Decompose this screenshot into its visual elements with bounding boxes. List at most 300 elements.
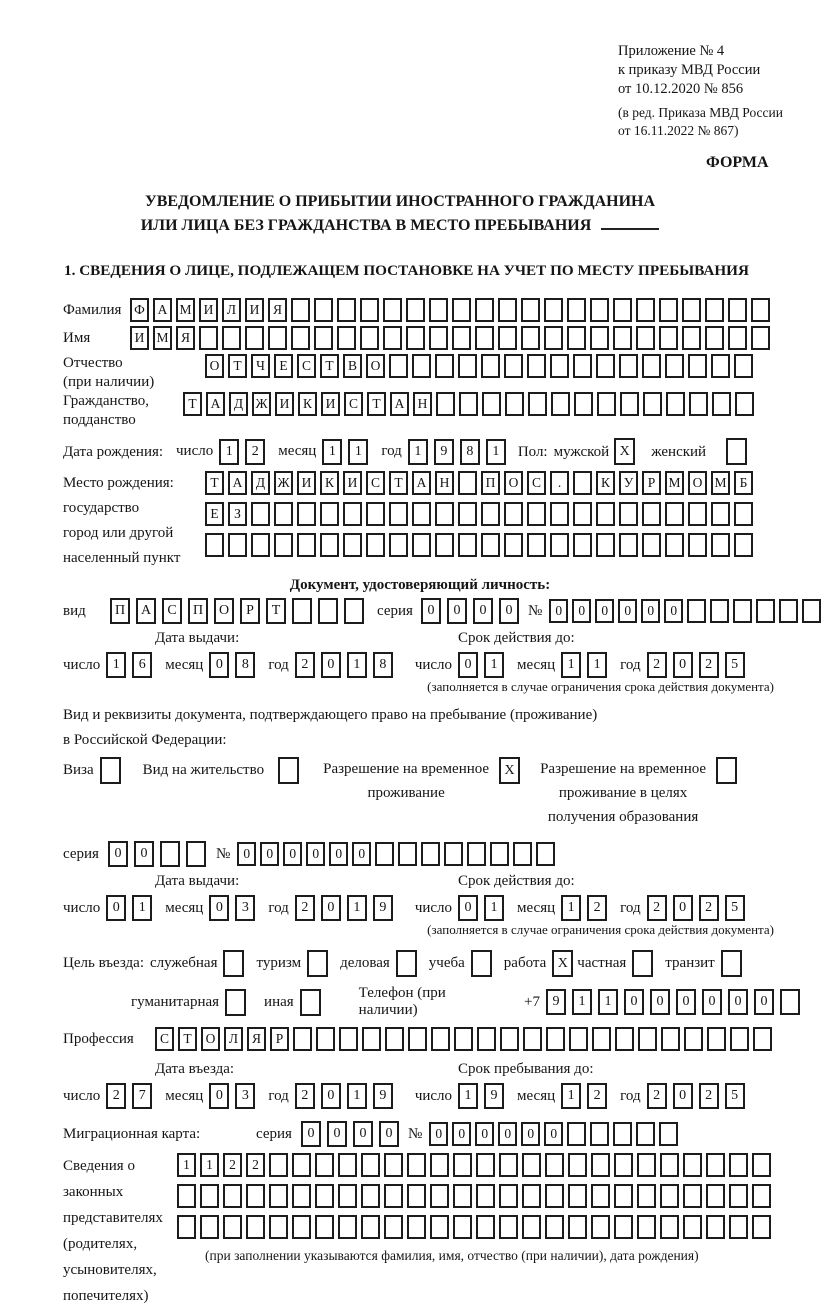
char-box[interactable]	[504, 502, 523, 526]
char-box[interactable]	[567, 298, 586, 322]
char-box[interactable]	[596, 502, 615, 526]
char-box[interactable]	[706, 1215, 725, 1239]
char-box[interactable]	[269, 1215, 288, 1239]
char-box[interactable]	[734, 533, 753, 557]
char-box[interactable]: Ч	[251, 354, 270, 378]
char-box[interactable]: 1	[177, 1153, 196, 1177]
char-box[interactable]: А	[153, 298, 172, 322]
char-box[interactable]	[383, 298, 402, 322]
char-box[interactable]	[476, 1215, 495, 1239]
char-box[interactable]: 2	[295, 1083, 315, 1109]
char-box[interactable]: М	[711, 471, 730, 495]
char-box[interactable]	[637, 1153, 656, 1177]
char-box[interactable]	[544, 326, 563, 350]
char-box[interactable]	[398, 842, 417, 866]
char-box[interactable]	[337, 326, 356, 350]
char-box[interactable]: А	[136, 598, 156, 624]
char-box[interactable]: Н	[435, 471, 454, 495]
char-box[interactable]	[384, 1153, 403, 1177]
char-box[interactable]	[591, 1184, 610, 1208]
char-box[interactable]: Т	[389, 471, 408, 495]
char-box[interactable]	[665, 502, 684, 526]
char-box[interactable]	[429, 298, 448, 322]
char-box[interactable]	[291, 326, 310, 350]
char-box[interactable]: 1	[347, 652, 367, 678]
char-box[interactable]	[568, 1215, 587, 1239]
char-box[interactable]	[567, 1122, 586, 1146]
char-box[interactable]	[659, 298, 678, 322]
char-box[interactable]	[637, 1184, 656, 1208]
char-box[interactable]	[366, 533, 385, 557]
char-box[interactable]	[659, 1122, 678, 1146]
char-box[interactable]	[597, 392, 616, 416]
char-box[interactable]	[665, 533, 684, 557]
char-box[interactable]: О	[688, 471, 707, 495]
char-box[interactable]: 0	[321, 652, 341, 678]
char-box[interactable]	[596, 533, 615, 557]
char-box[interactable]: 5	[725, 895, 745, 921]
char-box[interactable]	[385, 1027, 404, 1051]
char-box[interactable]	[632, 950, 653, 977]
char-box[interactable]: 0	[473, 598, 493, 624]
char-box[interactable]: П	[188, 598, 208, 624]
char-box[interactable]	[320, 533, 339, 557]
char-box[interactable]	[780, 989, 800, 1015]
char-box[interactable]	[222, 326, 241, 350]
char-box[interactable]: О	[214, 598, 234, 624]
char-box[interactable]	[642, 354, 661, 378]
char-box[interactable]	[337, 298, 356, 322]
char-box[interactable]: 2	[246, 1153, 265, 1177]
char-box[interactable]: 0	[572, 599, 591, 623]
char-box[interactable]: X	[614, 438, 635, 465]
char-box[interactable]: 1	[572, 989, 592, 1015]
char-box[interactable]: 8	[235, 652, 255, 678]
char-box[interactable]	[642, 533, 661, 557]
char-box[interactable]: 0	[306, 842, 325, 866]
char-box[interactable]	[314, 326, 333, 350]
char-box[interactable]	[362, 1027, 381, 1051]
char-box[interactable]: 0	[641, 599, 660, 623]
char-box[interactable]	[590, 326, 609, 350]
char-box[interactable]: О	[504, 471, 523, 495]
char-box[interactable]: Л	[224, 1027, 243, 1051]
char-box[interactable]	[573, 502, 592, 526]
char-box[interactable]	[361, 1215, 380, 1239]
char-box[interactable]	[688, 354, 707, 378]
char-box[interactable]	[412, 533, 431, 557]
char-box[interactable]	[384, 1184, 403, 1208]
char-box[interactable]: 2	[699, 1083, 719, 1109]
char-box[interactable]: 0	[499, 598, 519, 624]
char-box[interactable]	[590, 1122, 609, 1146]
char-box[interactable]	[521, 298, 540, 322]
char-box[interactable]	[527, 533, 546, 557]
char-box[interactable]	[245, 326, 264, 350]
char-box[interactable]	[711, 354, 730, 378]
char-box[interactable]: 0	[301, 1121, 321, 1147]
char-box[interactable]	[613, 1122, 632, 1146]
char-box[interactable]	[756, 599, 775, 623]
char-box[interactable]	[728, 298, 747, 322]
char-box[interactable]	[292, 1184, 311, 1208]
char-box[interactable]	[710, 599, 729, 623]
char-box[interactable]	[568, 1153, 587, 1177]
char-box[interactable]: Т	[320, 354, 339, 378]
char-box[interactable]	[500, 1027, 519, 1051]
char-box[interactable]: С	[162, 598, 182, 624]
char-box[interactable]	[596, 354, 615, 378]
char-box[interactable]	[429, 326, 448, 350]
char-box[interactable]: И	[275, 392, 294, 416]
char-box[interactable]	[550, 533, 569, 557]
char-box[interactable]	[729, 1153, 748, 1177]
char-box[interactable]	[683, 1184, 702, 1208]
char-box[interactable]	[297, 533, 316, 557]
char-box[interactable]	[682, 326, 701, 350]
char-box[interactable]: Е	[205, 502, 224, 526]
char-box[interactable]	[430, 1184, 449, 1208]
char-box[interactable]	[307, 950, 328, 977]
char-box[interactable]: У	[619, 471, 638, 495]
char-box[interactable]: 0	[676, 989, 696, 1015]
char-box[interactable]: 0	[475, 1122, 494, 1146]
char-box[interactable]	[383, 326, 402, 350]
char-box[interactable]	[177, 1184, 196, 1208]
char-box[interactable]: 1	[347, 895, 367, 921]
char-box[interactable]	[435, 502, 454, 526]
char-box[interactable]: 0	[650, 989, 670, 1015]
char-box[interactable]: 1	[458, 1083, 478, 1109]
char-box[interactable]: 6	[132, 652, 152, 678]
char-box[interactable]: 2	[587, 1083, 607, 1109]
char-box[interactable]	[705, 326, 724, 350]
char-box[interactable]	[735, 392, 754, 416]
char-box[interactable]	[636, 1122, 655, 1146]
char-box[interactable]	[205, 533, 224, 557]
char-box[interactable]: 1	[132, 895, 152, 921]
char-box[interactable]	[223, 1215, 242, 1239]
char-box[interactable]	[293, 1027, 312, 1051]
char-box[interactable]	[199, 326, 218, 350]
char-box[interactable]	[545, 1184, 564, 1208]
char-box[interactable]	[406, 326, 425, 350]
char-box[interactable]	[706, 1153, 725, 1177]
char-box[interactable]: Т	[183, 392, 202, 416]
char-box[interactable]: Т	[266, 598, 286, 624]
char-box[interactable]: 0	[664, 599, 683, 623]
char-box[interactable]: 0	[452, 1122, 471, 1146]
char-box[interactable]: 0	[321, 1083, 341, 1109]
char-box[interactable]	[360, 298, 379, 322]
char-box[interactable]	[734, 354, 753, 378]
char-box[interactable]	[592, 1027, 611, 1051]
char-box[interactable]: Н	[413, 392, 432, 416]
char-box[interactable]: Я	[268, 298, 287, 322]
char-box[interactable]: Ж	[252, 392, 271, 416]
char-box[interactable]: 1	[219, 439, 239, 465]
char-box[interactable]: Т	[205, 471, 224, 495]
char-box[interactable]	[729, 1215, 748, 1239]
char-box[interactable]	[660, 1215, 679, 1239]
char-box[interactable]	[421, 842, 440, 866]
char-box[interactable]: И	[343, 471, 362, 495]
char-box[interactable]: 5	[725, 652, 745, 678]
char-box[interactable]	[499, 1215, 518, 1239]
char-box[interactable]	[186, 841, 206, 867]
char-box[interactable]: О	[201, 1027, 220, 1051]
char-box[interactable]: 0	[673, 652, 693, 678]
char-box[interactable]	[683, 1215, 702, 1239]
char-box[interactable]	[522, 1215, 541, 1239]
char-box[interactable]	[453, 1184, 472, 1208]
char-box[interactable]: 1	[200, 1153, 219, 1177]
char-box[interactable]	[339, 1027, 358, 1051]
char-box[interactable]	[523, 1027, 542, 1051]
char-box[interactable]: И	[321, 392, 340, 416]
char-box[interactable]: 2	[106, 1083, 126, 1109]
char-box[interactable]: 0	[544, 1122, 563, 1146]
char-box[interactable]: М	[665, 471, 684, 495]
char-box[interactable]	[615, 1027, 634, 1051]
char-box[interactable]	[550, 502, 569, 526]
char-box[interactable]	[490, 842, 509, 866]
char-box[interactable]	[160, 841, 180, 867]
char-box[interactable]	[665, 354, 684, 378]
char-box[interactable]	[573, 471, 592, 495]
char-box[interactable]	[591, 1215, 610, 1239]
char-box[interactable]	[274, 502, 293, 526]
char-box[interactable]: Т	[178, 1027, 197, 1051]
char-box[interactable]: 0	[352, 842, 371, 866]
char-box[interactable]	[705, 298, 724, 322]
char-box[interactable]	[246, 1215, 265, 1239]
char-box[interactable]	[636, 298, 655, 322]
char-box[interactable]	[659, 326, 678, 350]
char-box[interactable]	[251, 533, 270, 557]
char-box[interactable]	[660, 1184, 679, 1208]
char-box[interactable]	[660, 1153, 679, 1177]
char-box[interactable]: 3	[235, 895, 255, 921]
char-box[interactable]: О	[205, 354, 224, 378]
char-box[interactable]	[459, 392, 478, 416]
char-box[interactable]	[683, 1153, 702, 1177]
char-box[interactable]: Т	[367, 392, 386, 416]
char-box[interactable]	[389, 354, 408, 378]
char-box[interactable]	[278, 757, 299, 784]
char-box[interactable]: 0	[209, 895, 229, 921]
char-box[interactable]	[412, 354, 431, 378]
char-box[interactable]	[734, 502, 753, 526]
char-box[interactable]: 2	[699, 652, 719, 678]
char-box[interactable]	[200, 1184, 219, 1208]
char-box[interactable]	[573, 533, 592, 557]
char-box[interactable]	[613, 326, 632, 350]
char-box[interactable]: 0	[498, 1122, 517, 1146]
char-box[interactable]: Ф	[130, 298, 149, 322]
char-box[interactable]	[343, 533, 362, 557]
char-box[interactable]	[344, 598, 364, 624]
char-box[interactable]: П	[481, 471, 500, 495]
char-box[interactable]: Р	[240, 598, 260, 624]
char-box[interactable]	[396, 950, 417, 977]
char-box[interactable]	[752, 1215, 771, 1239]
char-box[interactable]	[721, 950, 742, 977]
char-box[interactable]: Д	[251, 471, 270, 495]
char-box[interactable]: 9	[373, 1083, 393, 1109]
char-box[interactable]	[315, 1215, 334, 1239]
char-box[interactable]	[481, 502, 500, 526]
char-box[interactable]: 0	[283, 842, 302, 866]
char-box[interactable]: 2	[647, 895, 667, 921]
char-box[interactable]: К	[596, 471, 615, 495]
char-box[interactable]: В	[343, 354, 362, 378]
char-box[interactable]	[568, 1184, 587, 1208]
char-box[interactable]	[200, 1215, 219, 1239]
char-box[interactable]: 1	[486, 439, 506, 465]
char-box[interactable]	[292, 598, 312, 624]
char-box[interactable]	[291, 298, 310, 322]
char-box[interactable]	[177, 1215, 196, 1239]
char-box[interactable]	[458, 471, 477, 495]
char-box[interactable]	[223, 950, 244, 977]
char-box[interactable]: Р	[270, 1027, 289, 1051]
char-box[interactable]	[505, 392, 524, 416]
char-box[interactable]: 2	[223, 1153, 242, 1177]
char-box[interactable]	[614, 1153, 633, 1177]
char-box[interactable]: 2	[295, 652, 315, 678]
char-box[interactable]	[551, 392, 570, 416]
char-box[interactable]	[375, 842, 394, 866]
char-box[interactable]: 0	[321, 895, 341, 921]
char-box[interactable]	[471, 950, 492, 977]
char-box[interactable]: 1	[587, 652, 607, 678]
char-box[interactable]: Л	[222, 298, 241, 322]
char-box[interactable]: 0	[353, 1121, 373, 1147]
char-box[interactable]	[467, 842, 486, 866]
char-box[interactable]	[269, 1153, 288, 1177]
char-box[interactable]: 0	[521, 1122, 540, 1146]
char-box[interactable]	[458, 354, 477, 378]
char-box[interactable]: Б	[734, 471, 753, 495]
char-box[interactable]	[728, 326, 747, 350]
char-box[interactable]	[688, 533, 707, 557]
char-box[interactable]	[458, 502, 477, 526]
char-box[interactable]: И	[199, 298, 218, 322]
char-box[interactable]: 1	[561, 1083, 581, 1109]
char-box[interactable]: 8	[460, 439, 480, 465]
char-box[interactable]	[389, 502, 408, 526]
char-box[interactable]	[752, 1184, 771, 1208]
char-box[interactable]	[569, 1027, 588, 1051]
char-box[interactable]	[751, 326, 770, 350]
char-box[interactable]: К	[298, 392, 317, 416]
char-box[interactable]: 0	[458, 895, 478, 921]
char-box[interactable]	[407, 1215, 426, 1239]
char-box[interactable]	[619, 533, 638, 557]
char-box[interactable]: 0	[458, 652, 478, 678]
char-box[interactable]: Е	[274, 354, 293, 378]
char-box[interactable]: С	[155, 1027, 174, 1051]
char-box[interactable]: И	[130, 326, 149, 350]
char-box[interactable]	[430, 1215, 449, 1239]
char-box[interactable]: 0	[429, 1122, 448, 1146]
char-box[interactable]	[297, 502, 316, 526]
char-box[interactable]: 1	[561, 652, 581, 678]
char-box[interactable]	[481, 354, 500, 378]
char-box[interactable]	[458, 533, 477, 557]
char-box[interactable]: А	[228, 471, 247, 495]
char-box[interactable]	[436, 392, 455, 416]
char-box[interactable]	[522, 1184, 541, 1208]
char-box[interactable]	[412, 502, 431, 526]
char-box[interactable]	[100, 757, 121, 784]
char-box[interactable]	[682, 298, 701, 322]
char-box[interactable]	[315, 1184, 334, 1208]
char-box[interactable]: А	[412, 471, 431, 495]
char-box[interactable]: 2	[647, 1083, 667, 1109]
char-box[interactable]	[689, 392, 708, 416]
char-box[interactable]: 1	[484, 652, 504, 678]
char-box[interactable]	[361, 1184, 380, 1208]
char-box[interactable]: 0	[447, 598, 467, 624]
char-box[interactable]	[545, 1153, 564, 1177]
char-box[interactable]	[546, 1027, 565, 1051]
char-box[interactable]: 0	[549, 599, 568, 623]
char-box[interactable]	[292, 1215, 311, 1239]
char-box[interactable]: 9	[484, 1083, 504, 1109]
char-box[interactable]	[338, 1184, 357, 1208]
char-box[interactable]	[527, 502, 546, 526]
char-box[interactable]: Р	[642, 471, 661, 495]
char-box[interactable]	[435, 354, 454, 378]
char-box[interactable]	[513, 842, 532, 866]
char-box[interactable]	[320, 502, 339, 526]
char-box[interactable]: 7	[132, 1083, 152, 1109]
char-box[interactable]: И	[297, 471, 316, 495]
char-box[interactable]: И	[245, 298, 264, 322]
char-box[interactable]	[498, 326, 517, 350]
char-box[interactable]	[661, 1027, 680, 1051]
char-box[interactable]	[711, 502, 730, 526]
char-box[interactable]: К	[320, 471, 339, 495]
char-box[interactable]	[269, 1184, 288, 1208]
char-box[interactable]	[389, 533, 408, 557]
char-box[interactable]: 9	[434, 439, 454, 465]
char-box[interactable]	[590, 298, 609, 322]
char-box[interactable]	[567, 326, 586, 350]
char-box[interactable]: 2	[647, 652, 667, 678]
char-box[interactable]: 1	[348, 439, 368, 465]
char-box[interactable]: 1	[322, 439, 342, 465]
char-box[interactable]	[384, 1215, 403, 1239]
char-box[interactable]: 0	[595, 599, 614, 623]
char-box[interactable]: 0	[106, 895, 126, 921]
char-box[interactable]	[408, 1027, 427, 1051]
char-box[interactable]: 5	[725, 1083, 745, 1109]
char-box[interactable]	[251, 502, 270, 526]
char-box[interactable]	[268, 326, 287, 350]
char-box[interactable]: С	[527, 471, 546, 495]
char-box[interactable]: 0	[618, 599, 637, 623]
char-box[interactable]: 0	[108, 841, 128, 867]
char-box[interactable]: 0	[673, 1083, 693, 1109]
char-box[interactable]	[454, 1027, 473, 1051]
char-box[interactable]	[666, 392, 685, 416]
char-box[interactable]	[726, 438, 747, 465]
char-box[interactable]	[620, 392, 639, 416]
char-box[interactable]	[684, 1027, 703, 1051]
